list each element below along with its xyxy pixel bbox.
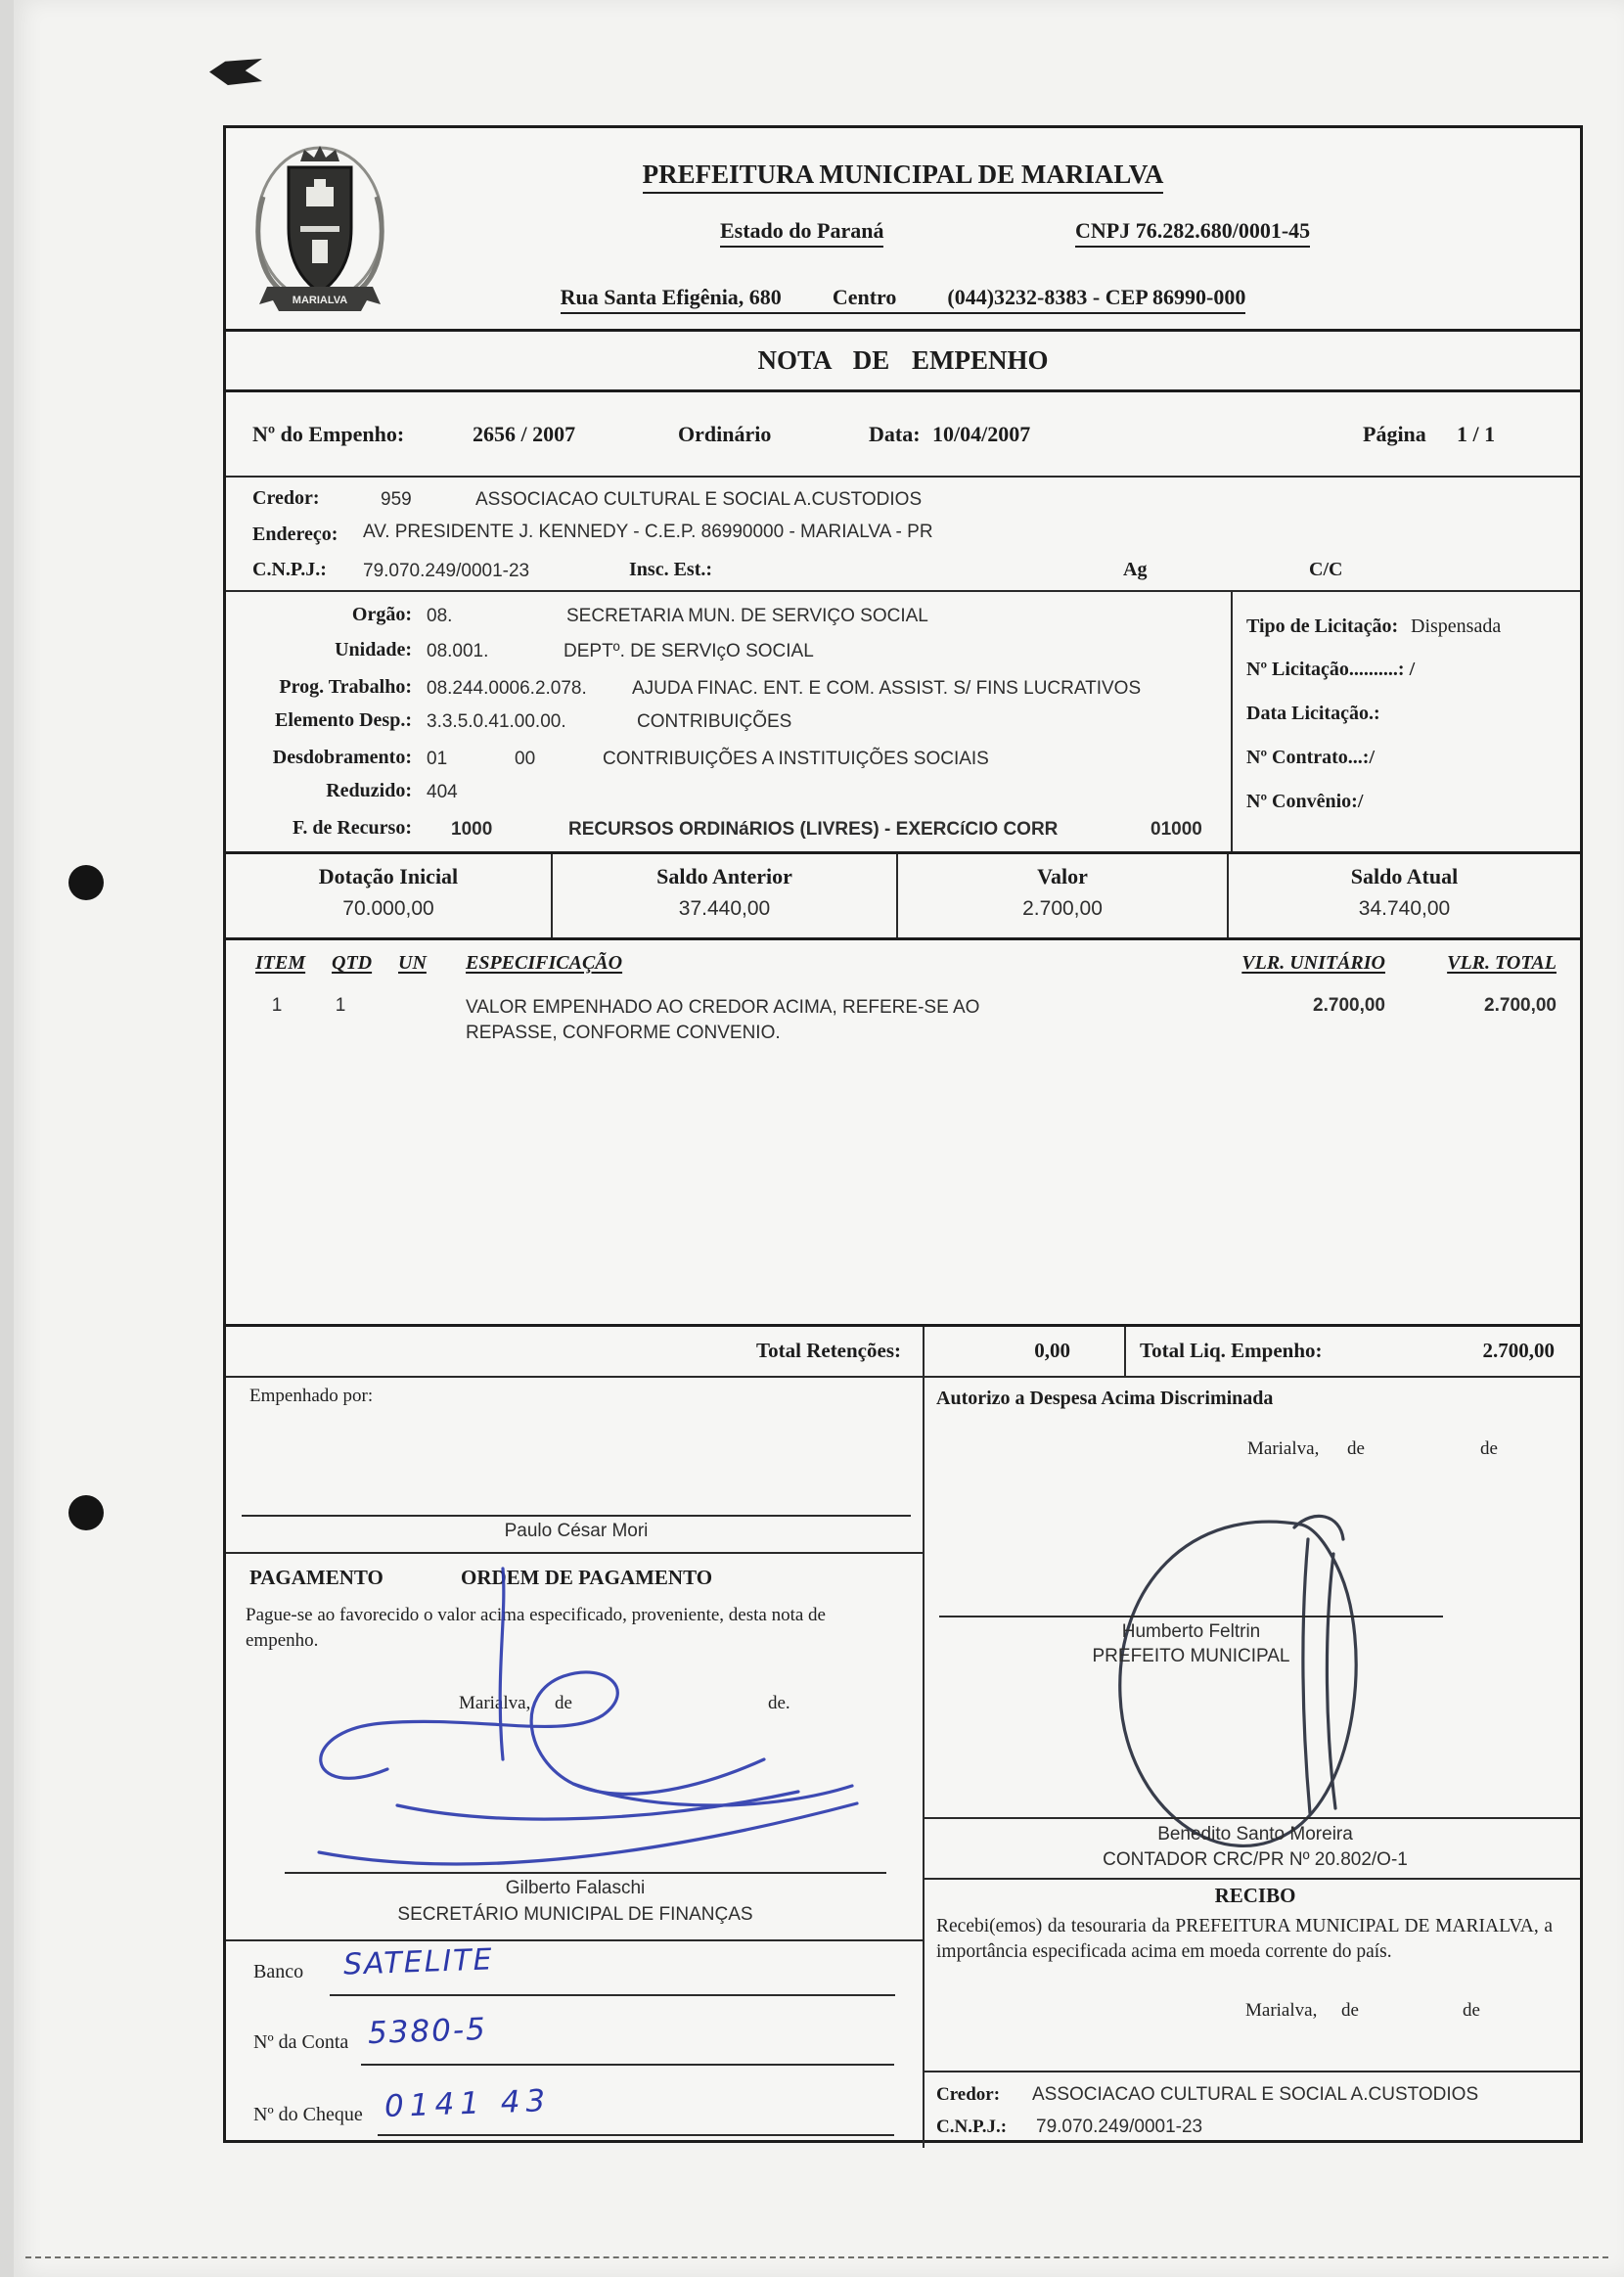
empenho-kind: Ordinário [678,422,772,446]
recurso-code2: 01000 [1150,819,1202,840]
cheque-line [378,2134,894,2136]
saldo-value: 2.700,00 [1022,897,1103,920]
recibo-de2: de [1463,2000,1480,2021]
desdobramento-label: Desdobramento: [272,747,412,768]
total-retencoes-value: 0,00 [1034,1339,1070,1362]
saldo-value: 34.740,00 [1358,897,1451,920]
empenhado-nome: Paulo César Mori [504,1521,649,1541]
saldo-label: Saldo Atual [1350,864,1459,888]
total-liquido-cell [1126,1327,1580,1376]
unidade-name: DEPTº. DE SERVIçO SOCIAL [564,641,814,661]
total-retencoes-label-cell [226,1327,925,1376]
prog-trabalho-label: Prog. Trabalho: [279,676,412,698]
ag-label: Ag [1123,559,1148,580]
city-line-de1: de [555,1693,572,1713]
empenho-number-label: Nº do Empenho: [252,422,405,446]
divider [925,1878,1580,1880]
desdobramento-code1: 01 [427,749,448,769]
prog-trabalho-name: AJUDA FINAC. ENT. E COM. ASSIST. S/ FINS LUCRATIVOS [632,678,1142,699]
city-line-de2: de. [768,1693,790,1713]
saldo-cell-atual [1229,854,1580,937]
elemento-label: Elemento Desp.: [275,709,412,731]
prefeito-signature-line [939,1616,1443,1617]
orgao-code: 08. [427,606,453,626]
item-especificacao: VALOR EMPENHADO AO CREDOR ACIMA, REFERE-SE AO REPASSE, CONFORME CONVENIO. [466,997,980,1043]
elemento-name: CONTRIBUIÇÕES [637,711,792,732]
empenhado-por-label: Empenhado por: [249,1386,374,1406]
saldo-value: 70.000,00 [342,897,434,920]
unidade-code: 08.001. [427,641,489,661]
credor-cnpj-label: C.N.P.J.: [252,559,327,580]
empenhado-signature-line [242,1515,911,1517]
recurso-label: F. de Recurso: [292,817,412,839]
totais-row [226,1324,1580,1376]
reduzido-value: 404 [427,782,458,802]
state-line: Estado do Paraná [720,218,883,248]
endereco-label: Endereço: [252,524,338,545]
credor-label: Credor: [252,487,320,509]
saldos-row [226,851,1580,937]
letterhead [226,128,1580,329]
col-header-qtd: QTD [332,952,373,974]
tipo-licitacao-label: Tipo de Licitação: [1246,615,1399,637]
prefeito-cargo: PREFEITO MUNICIPAL [1092,1646,1290,1666]
address-district: Centro [832,285,897,309]
endereco-value: AV. PRESIDENTE J. KENNEDY - C.E.P. 86990000 - MARIALVA - PR [363,522,933,542]
prog-trabalho-code: 08.244.0006.2.078. [427,678,587,699]
pague-se-text: Pague-se ao favorecido o valor acima especificado, proveniente, desta nota de empenho. [246,1605,826,1651]
divider [226,1552,923,1554]
autorizo-city: Marialva, [1247,1438,1320,1459]
nota-de-empenho-form [223,125,1583,2143]
scan-edge-line [25,2256,1608,2258]
saldo-cell-valor [898,854,1229,937]
empenho-number: 2656 / 2007 [473,422,576,446]
divider [226,1939,923,1941]
secretario-nome: Gilberto Falaschi [505,1878,646,1898]
item-number: 1 [271,995,283,1016]
saldo-cell-dotacao [226,854,553,937]
recibo-cnpj-value: 79.070.249/0001-23 [1036,2117,1203,2137]
total-liquido-label: Total Liq. Empenho: [1140,1339,1323,1362]
desdobramento-code2: 00 [515,749,536,769]
crest-detail [312,240,328,263]
prefeito-nome: Humberto Feltrin [1121,1621,1261,1642]
hole-punch-top [68,865,104,900]
autorizo-de2: de [1480,1438,1498,1459]
item-qtd: 1 [335,995,346,1016]
num-convenio-label: Nº Convênio:/ [1246,791,1364,812]
secretario-cargo: SECRETÁRIO MUNICIPAL DE FINANÇAS [397,1904,753,1925]
contador-nome: Benedito Santo Moreira [1157,1824,1353,1844]
insc-est-label: Insc. Est.: [629,559,713,580]
credor-section [226,476,1580,590]
col-header-vlr-unitario: VLR. UNITÁRIO [1241,952,1385,974]
item-vlr-unitario: 2.700,00 [1313,995,1385,1016]
unidade-label: Unidade: [335,639,412,660]
banco-handwritten-value: SATELITE [342,1942,495,1982]
page-value: 1 / 1 [1457,422,1496,446]
orgao-label: Orgão: [351,604,412,625]
saldo-value: 37.440,00 [678,897,771,920]
recibo-credor-nome: ASSOCIACAO CULTURAL E SOCIAL A.CUSTODIOS [1032,2084,1479,2105]
prefeito-signature [1071,1471,1375,1882]
num-contrato-label: Nº Contrato...:/ [1246,747,1376,768]
hole-punch-bottom [68,1495,104,1530]
secretario-signature-line [285,1872,886,1874]
recibo-title: RECIBO [1214,1884,1296,1907]
banco-label: Banco [253,1961,304,1982]
cheque-label: Nº do Cheque [253,2104,363,2125]
licitacao-box [1231,592,1586,851]
footer-section [226,1376,1580,2146]
saldo-label: Saldo Anterior [656,864,792,888]
crest-banner-text: MARIALVA [292,295,348,306]
doc-title: NOTA DE EMPENHO [757,345,1049,375]
divider [925,1817,1580,1819]
conta-handwritten-value: 5380-5 [367,2011,488,2052]
footer-right-column [925,1378,1580,2148]
crest-detail [300,226,339,232]
conta-line [361,2064,894,2066]
itens-section [226,937,1580,1324]
recibo-de1: de [1341,2000,1359,2021]
desdobramento-name: CONTRIBUIÇÕES A INSTITUIÇÕES SOCIAIS [603,749,989,769]
total-retencoes-value-cell [925,1327,1126,1376]
recibo-credor-label: Credor: [936,2084,1001,2105]
autorizo-title: Autorizo a Despesa Acima Discriminada [936,1388,1274,1409]
crest-plume-left [258,197,279,289]
tipo-licitacao-value: Dispensada [1411,615,1502,637]
num-licitacao-label: Nº Licitação..........: / [1246,659,1416,680]
data-licitacao-label: Data Licitação.: [1246,703,1380,724]
date-value: 10/04/2007 [932,422,1031,446]
total-liquido-value: 2.700,00 [1482,1339,1555,1362]
saldo-label: Dotação Inicial [318,864,459,888]
conta-label: Nº da Conta [253,2031,349,2053]
recibo-text: Recebi(emos) da tesouraria da PREFEITURA MUNICIPAL DE MARIALVA, a importância especificada acima em moeda corrente do país. [936,1916,1553,1962]
date-label: Data: [869,422,921,446]
reduzido-label: Reduzido: [326,780,412,801]
cnpj-line: CNPJ 76.282.680/0001-45 [1075,218,1310,248]
cheque-handwritten-value: 0141 43 [383,2083,552,2124]
crest-plume-right [361,197,382,289]
recurso-name: RECURSOS ORDINáRIOS (LIVRES) - EXERCíCIO CORR [568,819,1059,840]
page-label: Página [1363,422,1426,446]
elemento-code: 3.3.5.0.41.00.00. [427,711,566,732]
credor-name: ASSOCIACAO CULTURAL E SOCIAL A.CUSTODIOS [475,489,923,510]
item-vlr-total: 2.700,00 [1484,995,1556,1016]
orgao-name: SECRETARIA MUN. DE SERVIÇO SOCIAL [566,606,928,626]
address-street: Rua Santa Efigênia, 680 [560,285,782,309]
recibo-city: Marialva, [1245,2000,1318,2021]
divider [925,2071,1580,2072]
address-line [561,285,1246,314]
credor-code: 959 [381,489,412,510]
total-retencoes-label: Total Retenções: [756,1339,901,1362]
cc-label: C/C [1309,559,1343,580]
credor-cnpj-value: 79.070.249/0001-23 [363,561,530,581]
pagamento-title: PAGAMENTO [249,1566,383,1589]
empenho-number-row [226,392,1580,476]
recibo-cnpj-label: C.N.P.J.: [936,2117,1008,2137]
recurso-code: 1000 [451,819,493,840]
doc-title-bar [226,329,1580,392]
col-header-un: UN [398,952,427,974]
col-header-especificacao: ESPECIFICAÇÃO [466,952,623,974]
saldo-label: Valor [1037,864,1088,888]
classificacao-section [226,590,1580,851]
col-header-vlr-total: VLR. TOTAL [1447,952,1556,974]
org-title: PREFEITURA MUNICIPAL DE MARIALVA [643,159,1164,194]
contador-cargo: CONTADOR CRC/PR Nº 20.802/O-1 [1103,1849,1408,1870]
ordem-pagamento-title: ORDEM DE PAGAMENTO [461,1566,713,1589]
col-header-item: ITEM [255,952,306,974]
footer-left-column [226,1378,925,2148]
banco-line [330,1994,895,1996]
autorizo-de1: de [1347,1438,1365,1459]
saldo-cell-anterior [553,854,898,937]
city-line-city: Marialva, [459,1693,531,1713]
address-phone-cep: (044)3232-8383 - CEP 86990-000 [947,285,1246,309]
